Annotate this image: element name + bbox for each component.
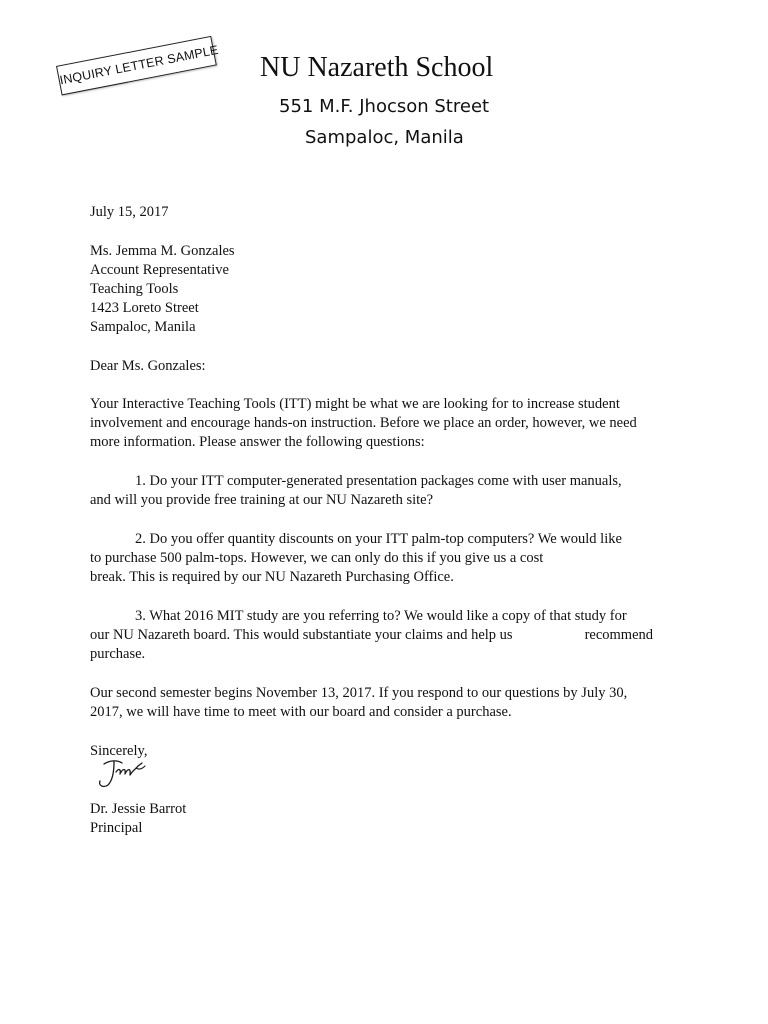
question-line: break. This is required by our NU Nazareth Purchasing Office. [90,569,454,585]
question-line: 1. Do your ITT computer-generated presentation packages come with user manuals, [135,473,622,489]
school-address-city: Sampaloc, Manila [305,127,464,148]
intro-line: more information. Please answer the following questions: [90,434,425,450]
signatory-title: Principal [90,820,143,836]
intro-line: involvement and encourage hands-on instruction. Before we place an order, however, we need [90,415,637,431]
recipient-street: 1423 Loreto Street [90,300,199,316]
recipient-title: Account Representative [90,262,229,278]
recipient-name: Ms. Jemma M. Gonzales [90,243,235,259]
complimentary-close: Sincerely, [90,743,148,759]
recipient-city: Sampaloc, Manila [90,319,196,335]
handwritten-signature [92,754,162,794]
closing-line: 2017, we will have time to meet with our board and consider a purchase. [90,704,512,720]
question-line: purchase. [90,646,146,662]
salutation: Dear Ms. Gonzales: [90,358,206,374]
question-line [90,626,653,645]
intro-line: Your Interactive Teaching Tools (ITT) might be what we are looking for to increase student [90,396,620,412]
recipient-company: Teaching Tools [90,281,179,297]
letter-date: July 15, 2017 [90,204,169,220]
school-address-street: 551 M.F. Jhocson Street [279,96,490,117]
school-name: NU Nazareth School [260,52,494,83]
question-line: 3. What 2016 MIT study are you referring to? We would like a copy of that study for [135,608,627,624]
question-line: 2. Do you offer quantity discounts on your ITT palm-top computers? We would like [135,531,622,547]
question-line: and will you provide free training at our NU Nazareth site? [90,492,434,508]
question-line-part: our NU Nazareth board. This would substantiate your claims and help us [90,627,513,643]
question-line: to purchase 500 palm-tops. However, we can only do this if you give us a cost [90,550,544,566]
inquiry-letter-sample-stamp: INQUIRY LETTER SAMPLE [56,36,217,96]
closing-line: Our second semester begins November 13, 2017. If you respond to our questions by July 30, [90,685,628,701]
question-line-part: recommend [584,627,654,643]
signatory-name: Dr. Jessie Barrot [90,801,187,817]
